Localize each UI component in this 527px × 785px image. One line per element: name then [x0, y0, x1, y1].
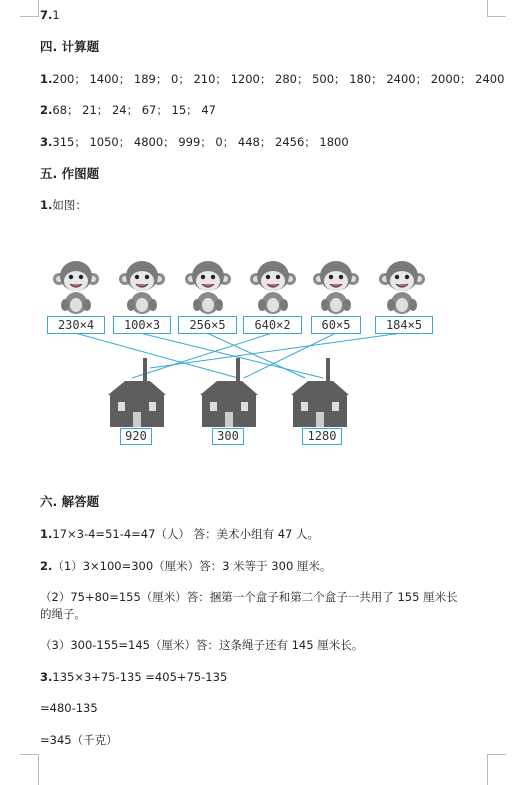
result-box: 300 [212, 428, 244, 445]
expression-box: 184×5 [375, 316, 433, 334]
calc-answer-1: 1.200； 1400； 189； 0； 210； 1200； 280； 500； 180； 2400； 2000； 2400 [40, 72, 505, 86]
calc-answer-3: 3.315； 1050； 4800； 999； 0； 448； 2456； 1800 [40, 135, 349, 149]
drawing-answer-1: 1.如图： [40, 198, 87, 212]
solution-3: 3.135×3+75-135 =405+75-135 [40, 670, 228, 684]
section-heading-5: 五. 作图题 [40, 166, 100, 181]
answer-7: 7.1 [40, 8, 60, 22]
connector-line [140, 333, 323, 378]
solution-3-step-2: =480-135 [40, 701, 98, 715]
solution-3-step-3: =345（千克） [40, 733, 118, 747]
solution-2-part-2: （2）75+80=155（厘米）答：捆第一个盒子和第二个盒子一共用了 155 厘米长 [40, 590, 458, 604]
expression-box: 100×3 [113, 316, 171, 334]
solution-1: 1.17×3-4=51-4=47（人） 答：美术小组有 47 人。 [40, 527, 320, 541]
expression-box: 60×5 [311, 316, 361, 334]
house-icon [108, 358, 166, 427]
monkey-icon [377, 259, 427, 317]
calc-answer-2: 2.68； 21； 24； 67； 15； 47 [40, 103, 216, 117]
connector-line [75, 333, 238, 378]
expression-box: 256×5 [178, 316, 237, 334]
expression-box: 230×4 [47, 316, 105, 334]
solution-2: 2.（1）3×100=300（厘米）答：3 米等于 300 厘米。 [40, 559, 332, 573]
monkey-icon [51, 259, 101, 317]
section-heading-4: 四. 计算题 [40, 39, 100, 54]
expression-box: 640×2 [243, 316, 302, 334]
connector-line [132, 333, 272, 378]
result-box: 1280 [302, 428, 342, 445]
monkey-icon [248, 259, 298, 317]
solution-2-part-3: （3）300-155=145（厘米）答：这条绳子还有 145 厘米长。 [40, 638, 364, 652]
house-icon [291, 358, 349, 427]
house-icon [200, 358, 258, 427]
section-heading-6: 六. 解答题 [40, 494, 100, 509]
monkey-icon [183, 259, 233, 317]
monkey-icon [117, 259, 167, 317]
solution-2-part-2-cont: 的绳子。 [40, 607, 86, 621]
monkey-icon [311, 259, 361, 317]
result-box: 920 [120, 428, 152, 445]
